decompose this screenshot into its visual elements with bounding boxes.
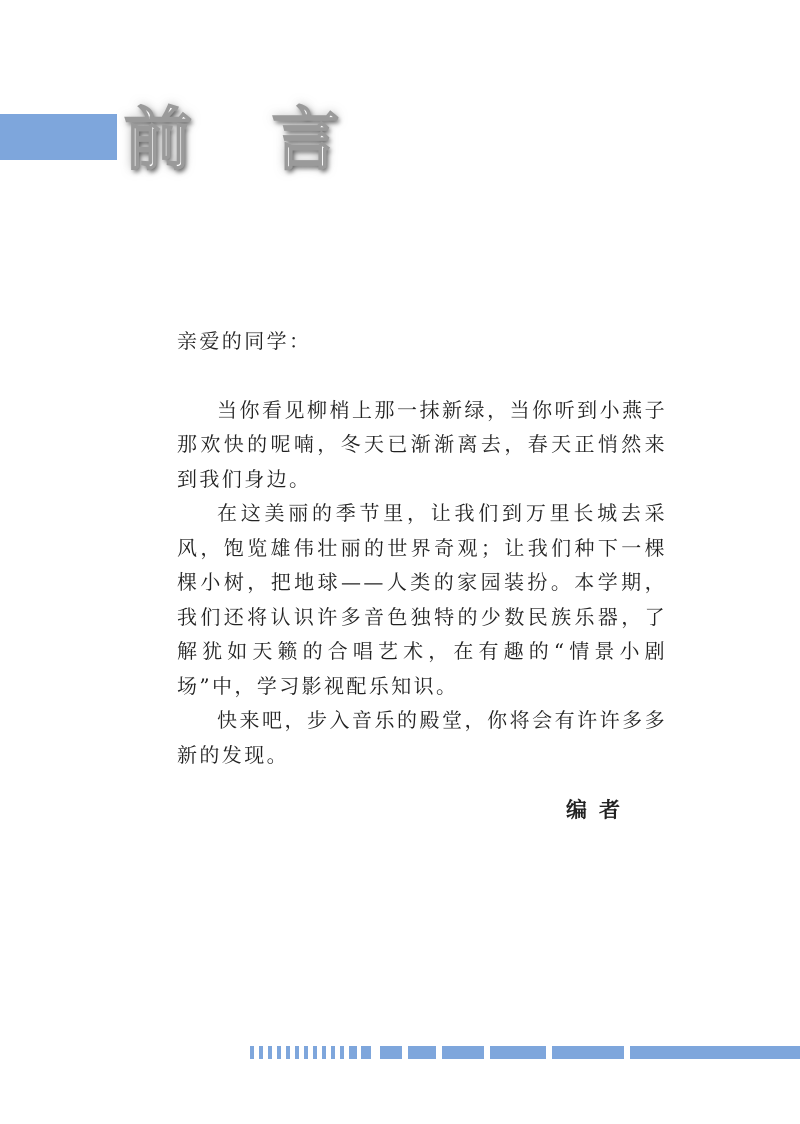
footer-stripe	[331, 1046, 335, 1059]
letter-body	[177, 324, 667, 772]
header-accent-bar	[0, 114, 117, 160]
footer-stripe	[340, 1046, 344, 1059]
footer-stripe	[630, 1046, 800, 1059]
footer-stripe	[286, 1046, 290, 1059]
footer-stripe	[313, 1046, 317, 1059]
paragraph-1: 当你看见柳梢上那一抹新绿，当你听到小燕子那欢快的呢喃，冬天已渐渐离去，春天正悄然来到我们身边。	[177, 397, 667, 491]
footer-stripe	[304, 1046, 308, 1059]
footer-stripe	[277, 1046, 281, 1059]
footer-stripe	[361, 1046, 371, 1059]
page-title: 前 言	[124, 100, 368, 180]
footer-stripe	[380, 1046, 402, 1059]
footer-stripe	[490, 1046, 546, 1059]
paragraph-3: 快来吧，步入音乐的殿堂，你将会有许许多多新的发现。	[177, 708, 667, 767]
signature: 编者	[566, 798, 632, 822]
footer-stripe	[322, 1046, 326, 1059]
footer-stripe	[259, 1046, 263, 1059]
footer-stripe	[552, 1046, 624, 1059]
footer-stripe	[349, 1046, 357, 1059]
footer-stripe	[295, 1046, 299, 1059]
footer-stripe	[268, 1046, 272, 1059]
paragraph-2: 在这美丽的季节里，让我们到万里长城去采风，饱览雄伟壮丽的世界奇观；让我们种下一棵棵小树，把地球——人类的家园装扮。本学期，我们还将认识许多音色独特的少数民族乐器，了解犹如天籁的合唱艺术，在有趣的“情景小剧场”中，学习影视配乐知识。	[177, 501, 667, 698]
footer-decoration	[250, 1046, 800, 1059]
footer-stripe	[408, 1046, 436, 1059]
salutation: 亲爱的同学：	[177, 329, 312, 353]
footer-stripe	[250, 1046, 254, 1059]
footer-stripe	[442, 1046, 484, 1059]
